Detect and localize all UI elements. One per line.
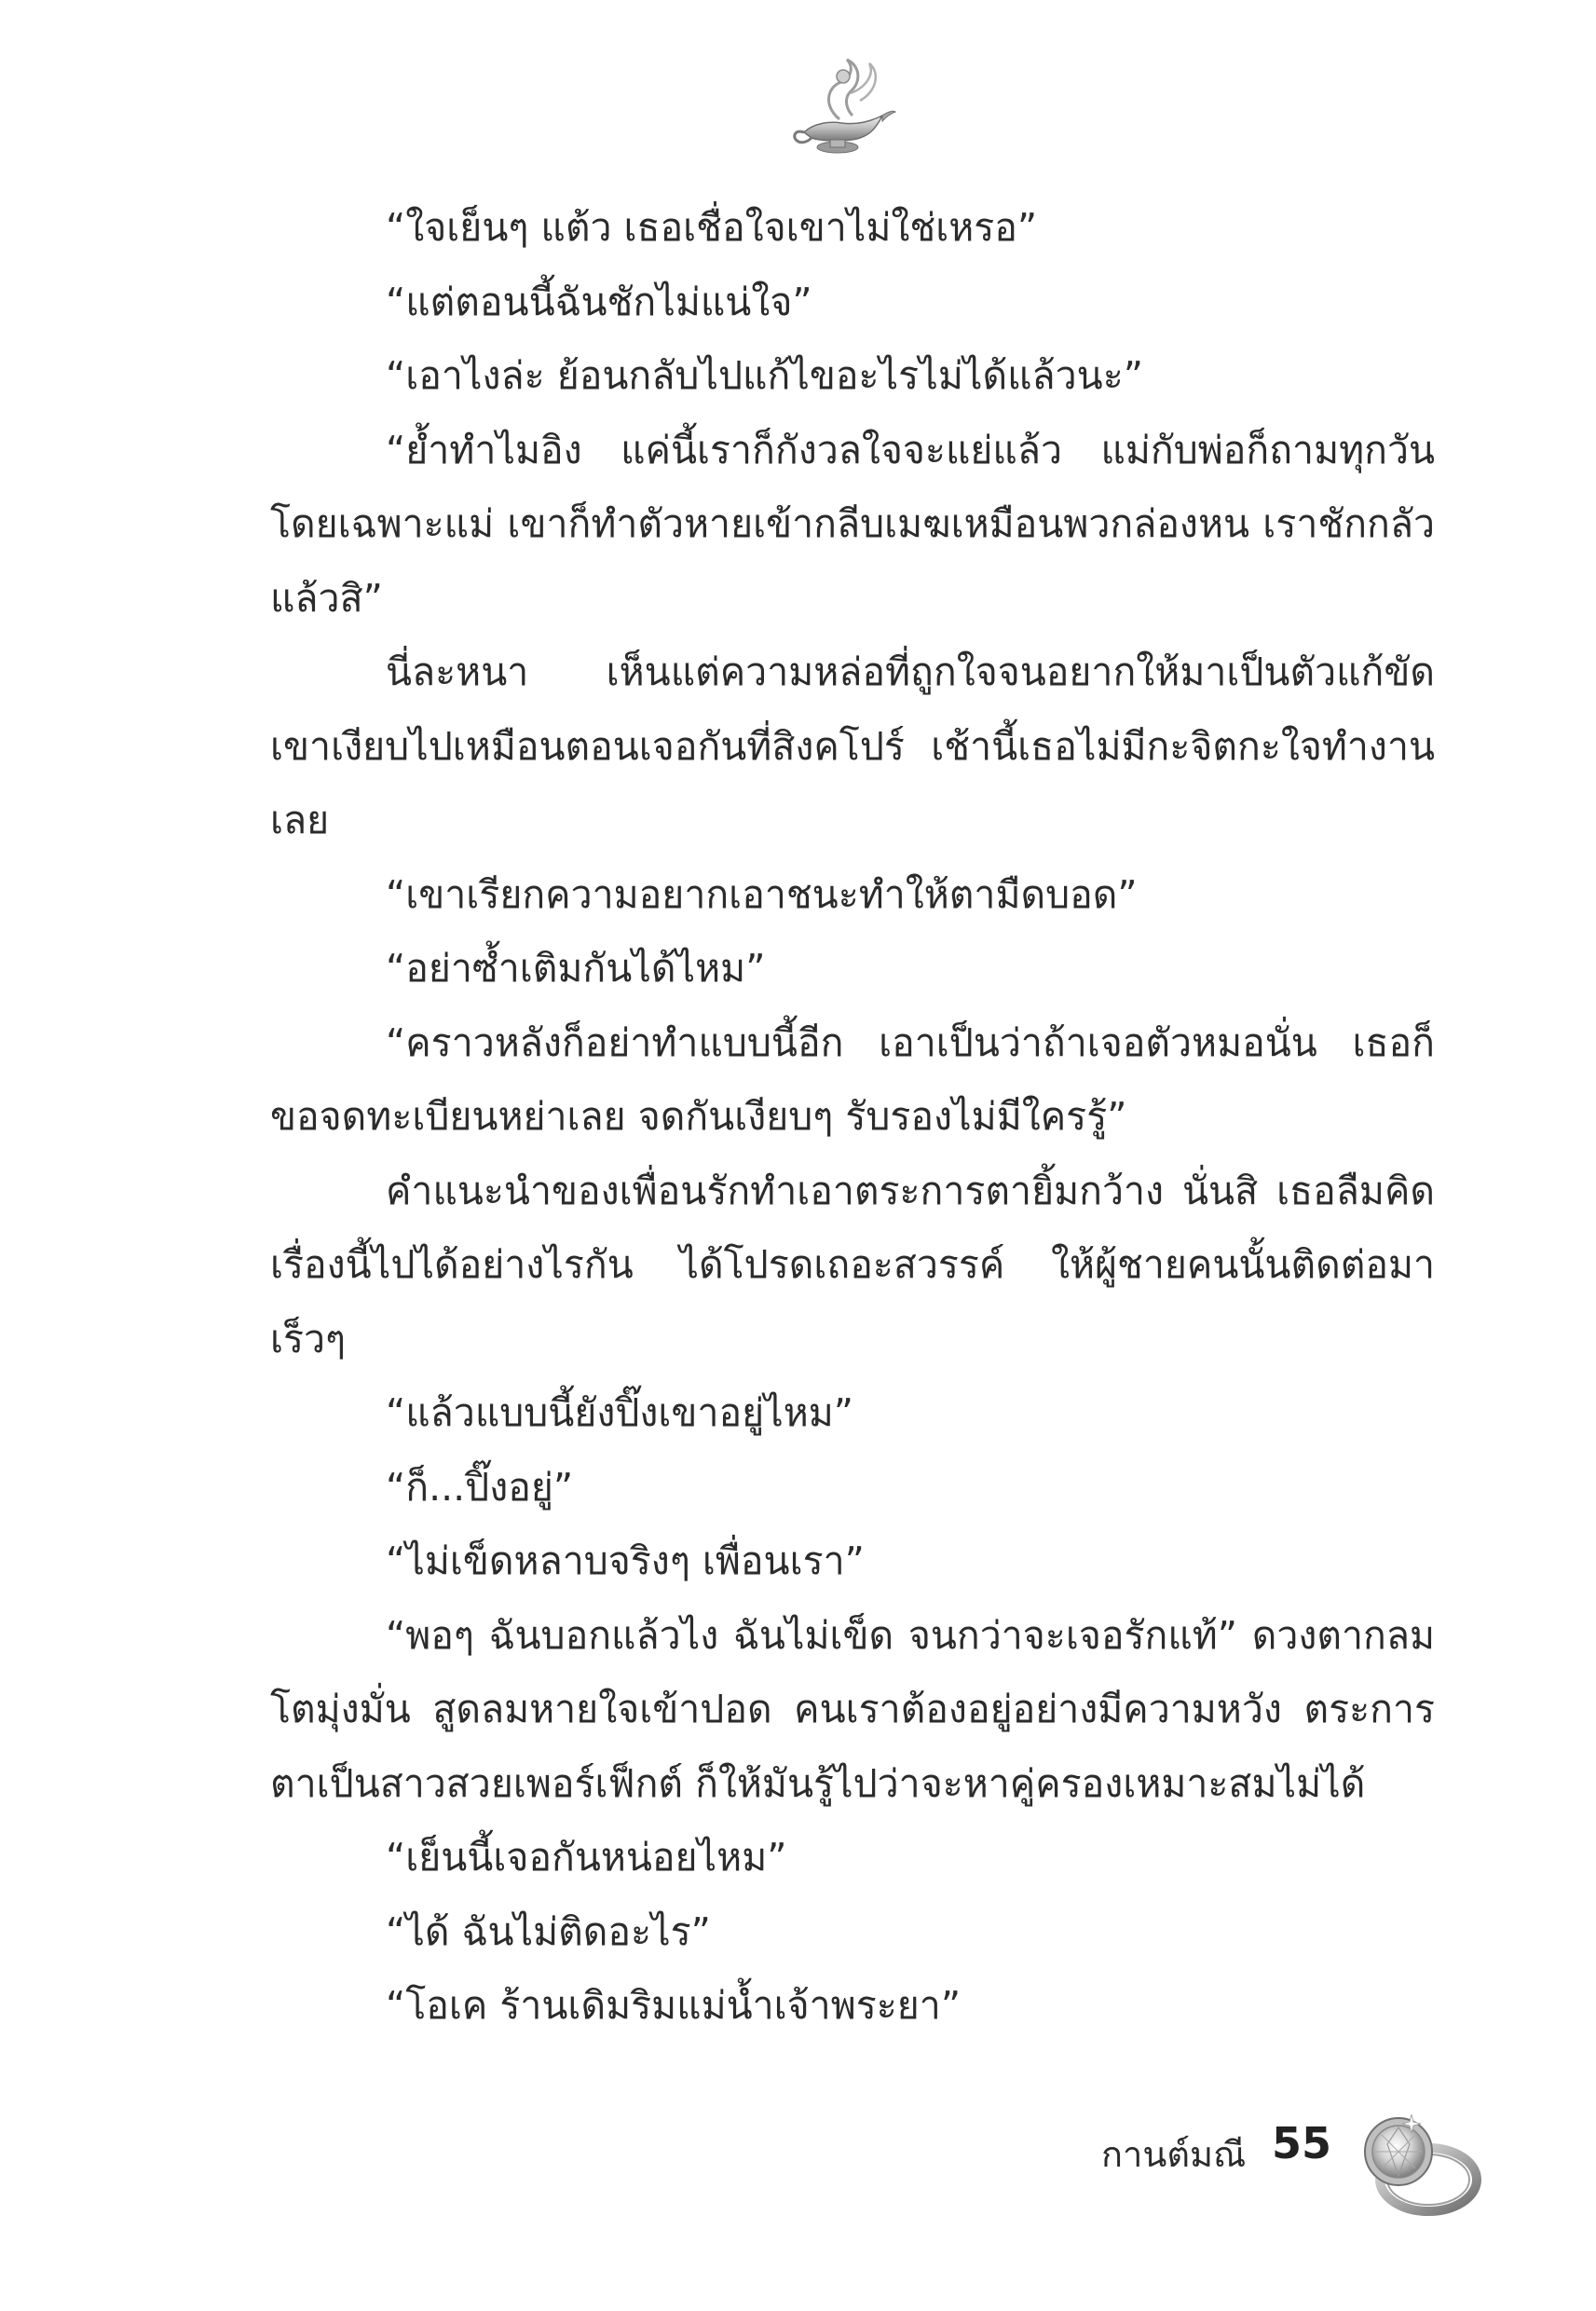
paragraph: “เย็นนี้เจอกันหน่อยไหม” — [386, 1835, 787, 1880]
diamond-ring-icon — [1354, 2103, 1484, 2224]
paragraph: คำแนะนำของเพื่อนรักทำเอาตระการตายิ้มกว้าง นั่นสิ เธอลืมคิดเรื่องนี้ไปได้อย่างไรกัน ได้โปรดเถอะสวรรค์ ให้ผู้ชายคนนั้นติดต่อมาเร็วๆ — [270, 1168, 1435, 1361]
book-title: กานต์มณี — [1101, 2134, 1247, 2175]
paragraph: “แต่ตอนนี้ฉันชักไม่แน่ใจ” — [386, 279, 812, 324]
body-text — [270, 191, 1435, 2044]
paragraph: “ย้ำทำไมอิง แค่นี้เราก็กังวลใจจะแย่แล้ว แม่กับพ่อก็ถามทุกวัน โดยเฉพาะแม่ เขาก็ทำตัวหายเข้ากลีบเมฆเหมือนพวกล่องหน เราชักกลัวแล้วสิ” — [270, 427, 1435, 621]
page-footer — [1090, 2111, 1491, 2222]
paragraph: “ใจเย็นๆ แต้ว เธอเชื่อใจเขาไม่ใช่เหรอ” — [386, 205, 1038, 250]
paragraph: “โอเค ร้านเดิมริมแม่น้ำเจ้าพระยา” — [386, 1983, 962, 2028]
paragraph: “เอาไงล่ะ ย้อนกลับไปแก้ไขอะไรไม่ได้แล้วนะ” — [386, 353, 1143, 398]
paragraph: นี่ละหนา เห็นแต่ความหล่อที่ถูกใจจนอยากให้มาเป็นตัวแก้ขัด เขาเงียบไปเหมือนตอนเจอกันที่สิงคโปร์ เช้านี้เธอไม่มีกะจิตกะใจทำงานเลย — [270, 650, 1435, 842]
paragraph: “แล้วแบบนี้ยังปิ๊งเขาอยู่ไหม” — [386, 1390, 854, 1435]
paragraph: “ก็...ปิ๊งอยู่” — [386, 1464, 574, 1510]
paragraph: “อย่าซ้ำเติมกันได้ไหม” — [386, 946, 766, 991]
page-number: 55 — [1272, 2118, 1332, 2168]
paragraph: “คราวหลังก็อย่าทำแบบนี้อีก เอาเป็นว่าถ้าเจอตัวหมอนั่น เธอก็ขอจดทะเบียนหย่าเลย จดกันเงียบๆ รับรองไม่มีใครรู้” — [270, 1019, 1435, 1139]
paragraph: “พอๆ ฉันบอกแล้วไง ฉันไม่เข็ด จนกว่าจะเจอรักแท้” ดวงตากลมโตมุ่งมั่น สูดลมหายใจเข้าปอด คนเราต้องอยู่อย่างมีความหวัง ตระการตาเป็นสาวสวยเพอร์เฟ็กต์ ก็ให้มันรู้ไปว่าจะหาคู่ครองเหมาะสมไม่ได้ — [270, 1612, 1435, 1806]
paragraph: “ได้ ฉันไม่ติดอะไร” — [386, 1908, 711, 1954]
genie-lamp-icon — [785, 54, 897, 166]
paragraph: “ไม่เข็ดหลาบจริงๆ เพื่อนเรา” — [386, 1538, 865, 1583]
paragraph: “เขาเรียกความอยากเอาชนะทำให้ตามืดบอด” — [386, 871, 1138, 917]
